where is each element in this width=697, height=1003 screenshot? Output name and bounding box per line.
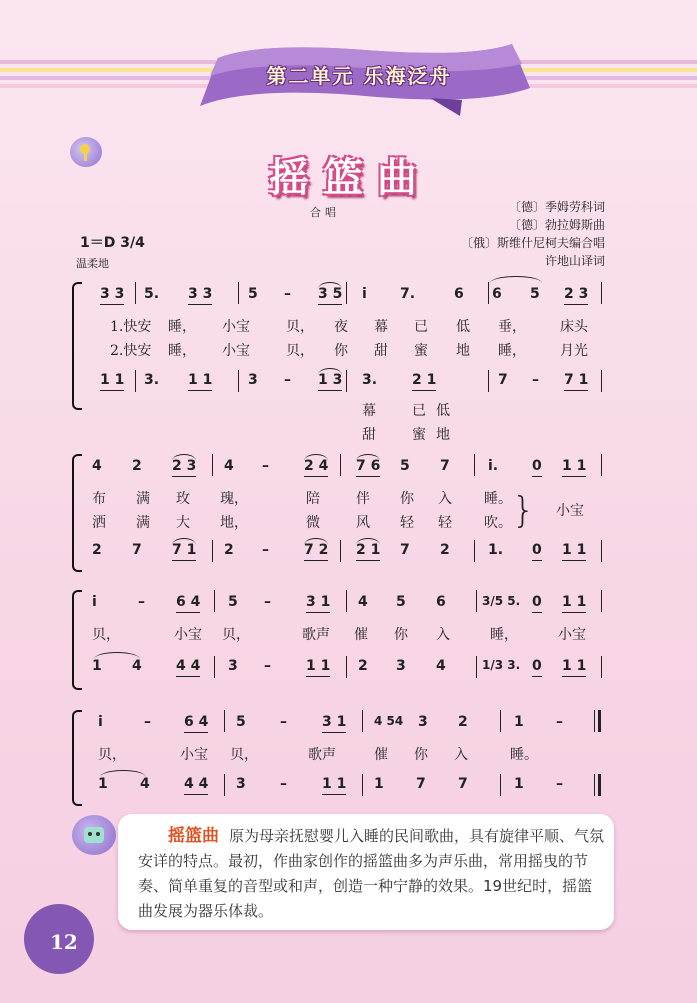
note: 4 (224, 458, 234, 474)
note: 4 (132, 658, 142, 674)
lyric: 陪 (306, 491, 320, 507)
note: 7. (400, 286, 416, 302)
note: 1/3 3. (482, 658, 521, 672)
lyric: 伴 (356, 491, 370, 507)
note: 1 3 (318, 372, 343, 388)
note: 2 (458, 714, 468, 730)
lyric: 洒 (92, 515, 106, 531)
verse-brace: } (512, 490, 535, 531)
lyric: 瑰， (220, 491, 248, 507)
note: 1 1 (562, 458, 587, 474)
song-title: 摇篮曲 (269, 155, 431, 201)
lyric: 甜 (374, 343, 388, 359)
note: 1 1 (100, 372, 125, 388)
note: 3 5 (318, 286, 343, 302)
note: 4 4 (184, 776, 209, 792)
unit-title: 第二单元 乐海泛舟 (266, 64, 452, 88)
lyric: 入 (454, 747, 468, 763)
note: 0 (532, 542, 542, 558)
lyric: 贝， (98, 747, 126, 763)
note: 4 54 (374, 714, 404, 728)
note: 4 4 (176, 658, 201, 674)
note: 1 (98, 776, 108, 792)
lyric: 小宝 (180, 747, 208, 763)
lyric: 地， (220, 515, 248, 531)
lyric: 床头 (560, 319, 588, 335)
note: 3 (418, 714, 428, 730)
info-text (138, 824, 604, 924)
note: 1 1 (322, 776, 347, 792)
note: i (362, 286, 367, 302)
note: 7 6 (356, 458, 381, 474)
lyric: 低 (456, 319, 470, 335)
note: – (280, 714, 287, 730)
note: 3. (144, 372, 160, 388)
lyric: 催 (374, 747, 388, 763)
score-system-1 (72, 282, 607, 443)
note: 3 (248, 372, 258, 388)
note: – (264, 594, 271, 610)
note: 3 1 (322, 714, 347, 730)
info-box (118, 814, 614, 930)
lyric: 甜 (362, 427, 376, 443)
lyric: 你 (414, 747, 428, 763)
note: 2 (440, 542, 450, 558)
lyric: 满 (136, 515, 150, 531)
note: 2 4 (304, 458, 329, 474)
credits (461, 198, 605, 270)
note: 2 (224, 542, 234, 558)
note: 1 1 (562, 658, 587, 674)
pickup-lyric: 小宝 (556, 503, 584, 519)
lyric: 入 (438, 491, 452, 507)
note: i (92, 594, 97, 610)
lyric: 你 (400, 491, 414, 507)
lyric: 歌声 (308, 747, 336, 763)
lyric: 睡， (168, 319, 196, 335)
lyric: 入 (436, 627, 450, 643)
note: 7 2 (304, 542, 329, 558)
note: 7 (440, 458, 450, 474)
key-signature: 1＝D 3/4 (80, 235, 145, 251)
lyric: 低 (436, 403, 450, 419)
note: 1 1 (188, 372, 213, 388)
lyric: 睡。 (484, 491, 512, 507)
note: 5 (396, 594, 406, 610)
note: – (262, 458, 269, 474)
note: 1 1 (562, 542, 587, 558)
lyric: 贝， (92, 627, 120, 643)
note: 4 (140, 776, 150, 792)
note: 1 1 (562, 594, 587, 610)
info-body: 原为母亲抚慰婴儿入睡的民间歌曲，具有旋律平顺、气氛安详的特点。最初，作曲家创作的摇篮曲多为声乐曲，常用摇曳的节奏、简单重复的音型或和声，创造一种宁静的效果。19世纪时，摇篮曲发展为器乐体裁。 (138, 827, 605, 920)
lyric: 小宝 (174, 627, 202, 643)
note: 5. (144, 286, 160, 302)
note: – (280, 776, 287, 792)
lyric: 微 (306, 515, 320, 531)
lyric: 贝， (222, 627, 250, 643)
note: 2 (358, 658, 368, 674)
note: 4 (358, 594, 368, 610)
lyric: 歌声 (302, 627, 330, 643)
credit-arranger: 〔俄〕斯维什尼柯夫编合唱 (460, 236, 605, 250)
note: 7 (416, 776, 426, 792)
lyric: 蜜 (414, 343, 428, 359)
lyric: 睡， (490, 627, 518, 643)
lyric: 催 (354, 627, 368, 643)
note: 1. (488, 542, 504, 558)
note: 3. (362, 372, 378, 388)
note: 5 (248, 286, 258, 302)
note: 2 (132, 458, 142, 474)
note: 3 3 (100, 286, 125, 302)
lyric: 睡， (168, 343, 196, 359)
lyric: 贝， (286, 319, 314, 335)
song-type: 合唱 (310, 206, 340, 219)
lyric: 蜜 (412, 427, 426, 443)
note: 0 (532, 594, 542, 610)
note: 0 (532, 658, 542, 674)
note: – (262, 542, 269, 558)
info-heading: 摇篮曲 (168, 826, 219, 846)
note: 7 (458, 776, 468, 792)
note: i. (488, 458, 499, 474)
note: 7 (498, 372, 508, 388)
lyric: 睡， (498, 343, 526, 359)
note: 3 3 (188, 286, 213, 302)
note: 7 1 (172, 542, 197, 558)
lyric: 满 (136, 491, 150, 507)
note: – (284, 286, 291, 302)
lyric: 睡。 (510, 747, 538, 763)
lyric: 贝， (230, 747, 258, 763)
note: 6 (492, 286, 502, 302)
lyric: 地 (456, 343, 470, 359)
note: 7 (400, 542, 410, 558)
note: 6 4 (176, 594, 201, 610)
lyric: 小宝 (222, 319, 250, 335)
note: 6 (436, 594, 446, 610)
lyric: 小宝 (222, 343, 250, 359)
note: 6 4 (184, 714, 209, 730)
note: 0 (532, 458, 542, 474)
note: 6 (454, 286, 464, 302)
note: – (144, 714, 151, 730)
note: 2 (92, 542, 102, 558)
lyric: 玫 (176, 491, 190, 507)
note: 3 (396, 658, 406, 674)
note: 2 3 (172, 458, 197, 474)
page-number: 12 (50, 930, 78, 954)
credit-translator: 许地山译词 (544, 254, 605, 268)
mascot-icon (72, 815, 116, 855)
lyric: 1.快安 (110, 319, 152, 335)
note: 2 1 (412, 372, 437, 388)
note: 1 (374, 776, 384, 792)
lyric: 轻 (438, 515, 452, 531)
lyric: 布 (92, 491, 106, 507)
note: 1 (514, 714, 524, 730)
lyric: 大 (176, 515, 190, 531)
lyric: 小宝 (558, 627, 586, 643)
note: 7 (132, 542, 142, 558)
note: – (532, 372, 539, 388)
credit-composer: 〔德〕勃拉姆斯曲 (508, 218, 605, 232)
note: 1 1 (306, 658, 331, 674)
lyric: 贝， (286, 343, 314, 359)
note: – (284, 372, 291, 388)
lyric: 幕 (362, 403, 376, 419)
note: 4 (436, 658, 446, 674)
note: 2 3 (564, 286, 589, 302)
note: 5 (228, 594, 238, 610)
note: 1 (514, 776, 524, 792)
note: 3 (236, 776, 246, 792)
note: 4 (92, 458, 102, 474)
note: 7 1 (564, 372, 589, 388)
lyric: 已 (412, 403, 426, 419)
note: – (264, 658, 271, 674)
note: 5 (400, 458, 410, 474)
note: 5 (530, 286, 540, 302)
lyric: 已 (414, 319, 428, 335)
note: 3 (228, 658, 238, 674)
note: 5 (236, 714, 246, 730)
note: – (556, 714, 563, 730)
lyric: 风 (356, 515, 370, 531)
lyric: 2.快安 (110, 343, 152, 359)
note: 1 (92, 658, 102, 674)
lyric: 吹。 (484, 515, 512, 531)
tempo-marking: 温柔地 (76, 257, 109, 270)
lyric: 你 (394, 627, 408, 643)
lyric: 月光 (560, 343, 588, 359)
lyric: 地 (436, 427, 450, 443)
note: i (98, 714, 103, 730)
lyric: 垂， (498, 319, 526, 335)
lyric: 你 (334, 343, 348, 359)
microphone-icon (70, 137, 102, 167)
note: 2 1 (356, 542, 381, 558)
note: 3 1 (306, 594, 331, 610)
note: – (138, 594, 145, 610)
credit-lyricist: 〔德〕季姆劳科词 (508, 200, 605, 214)
lyric: 幕 (374, 319, 388, 335)
note: – (556, 776, 563, 792)
lyric: 轻 (400, 515, 414, 531)
note: 3/5 5. (482, 594, 521, 608)
lyric: 夜 (334, 319, 348, 335)
